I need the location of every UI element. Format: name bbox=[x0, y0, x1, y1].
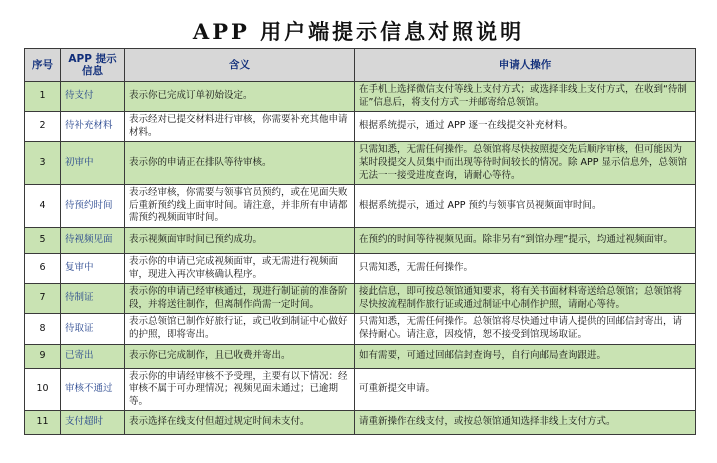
row-num: 10 bbox=[25, 368, 61, 411]
row-status: 支付超时 bbox=[61, 411, 125, 435]
row-num: 4 bbox=[25, 185, 61, 228]
row-action: 只需知悉，无需任何操作。 bbox=[355, 253, 696, 283]
row-action: 只需知悉，无需任何操作。总领馆将尽快按照提交先后顺序审核，但可能因为某时段提交人员集中而出现等待时间较长的情况。除 APP 显示信息外，总领馆无法一一接受进度查询，请耐心等待。 bbox=[355, 142, 696, 185]
table-row bbox=[25, 368, 696, 411]
row-num: 9 bbox=[25, 344, 61, 368]
row-action: 接此信息，即可按总领馆通知要求，将有关书面材料寄送给总领馆；总领馆将尽快按流程制作旅行证或通过制证中心制作护照，请耐心等待。 bbox=[355, 284, 696, 314]
header-action: 申请人操作 bbox=[355, 49, 696, 82]
row-action: 如有需要，可通过回邮信封查询号，自行向邮局查询跟进。 bbox=[355, 344, 696, 368]
row-action: 请重新操作在线支付，或按总领馆通知选择非线上支付方式。 bbox=[355, 411, 696, 435]
table-row bbox=[25, 314, 696, 344]
row-num: 1 bbox=[25, 82, 61, 112]
row-num: 3 bbox=[25, 142, 61, 185]
row-meaning: 表示你的申请经审核不予受理，主要有以下情况：经审核不属于可办理情况；视频见面未通过；已逾期等。 bbox=[125, 368, 355, 411]
row-meaning: 表示经对已提交材料进行审核，你需要补充其他申请材料。 bbox=[125, 112, 355, 142]
row-status: 审核不通过 bbox=[61, 368, 125, 411]
row-status: 待补充材料 bbox=[61, 112, 125, 142]
table-row bbox=[25, 411, 696, 435]
row-num: 6 bbox=[25, 253, 61, 283]
page-title: APP 用户端提示信息对照说明 bbox=[192, 19, 525, 44]
row-action: 在手机上选择微信支付等线上支付方式；或选择非线上支付方式，在收到“待制证”信息后，将支付方式一并邮寄给总领馆。 bbox=[355, 82, 696, 112]
row-meaning: 表示你的申请已经审核通过，现进行制证前的准备阶段，并将送往制作，但离制作尚需一定时间。 bbox=[125, 284, 355, 314]
row-num: 2 bbox=[25, 112, 61, 142]
row-action: 根据系统提示，通过 APP 逐一在线提交补充材料。 bbox=[355, 112, 696, 142]
row-action: 只需知悉，无需任何操作。总领馆将尽快通过申请人提供的回邮信封寄出，请保持耐心。请注意，因疫情，恕不接受到馆现场取证。 bbox=[355, 314, 696, 344]
row-meaning: 表示视频面审时间已预约成功。 bbox=[125, 227, 355, 253]
table-row bbox=[25, 344, 696, 368]
row-meaning: 表示你已完成订单初始设定。 bbox=[125, 82, 355, 112]
row-num: 11 bbox=[25, 411, 61, 435]
table-row bbox=[25, 142, 696, 185]
row-meaning: 表示你的申请已完成视频面审，或无需进行视频面审，现进入再次审核确认程序。 bbox=[125, 253, 355, 283]
row-action: 在预约的时间等待视频见面。除非另有“到馆办理”提示，均通过视频面审。 bbox=[355, 227, 696, 253]
info-table bbox=[24, 48, 696, 435]
row-status: 待预约时间 bbox=[61, 185, 125, 228]
table-row bbox=[25, 253, 696, 283]
table-row bbox=[25, 227, 696, 253]
table-row bbox=[25, 185, 696, 228]
row-status: 待支付 bbox=[61, 82, 125, 112]
row-status: 待制证 bbox=[61, 284, 125, 314]
row-status: 复审中 bbox=[61, 253, 125, 283]
row-action: 可重新提交申请。 bbox=[355, 368, 696, 411]
row-meaning: 表示你已完成制作，且已收费并寄出。 bbox=[125, 344, 355, 368]
row-action: 根据系统提示，通过 APP 预约与领事官员视频面审时间。 bbox=[355, 185, 696, 228]
row-num: 8 bbox=[25, 314, 61, 344]
table-header-row bbox=[25, 49, 696, 82]
row-status: 已寄出 bbox=[61, 344, 125, 368]
row-status: 初审中 bbox=[61, 142, 125, 185]
row-num: 5 bbox=[25, 227, 61, 253]
table-row bbox=[25, 284, 696, 314]
row-status: 待取证 bbox=[61, 314, 125, 344]
table-row bbox=[25, 112, 696, 142]
row-status: 待视频见面 bbox=[61, 227, 125, 253]
row-meaning: 表示经审核，你需要与领事官员预约，或在见面失败后重新预约线上面审时间。请注意，并非所有申请都需预约视频面审时间。 bbox=[125, 185, 355, 228]
header-meaning: 含义 bbox=[125, 49, 355, 82]
row-meaning: 表示选择在线支付但超过规定时间未支付。 bbox=[125, 411, 355, 435]
table-row bbox=[25, 82, 696, 112]
header-num: 序号 bbox=[25, 49, 61, 82]
row-meaning: 表示你的申请正在排队等待审核。 bbox=[125, 142, 355, 185]
header-status: APP 提示信息 bbox=[61, 49, 125, 82]
row-meaning: 表示总领馆已制作好旅行证，或已收到制证中心做好的护照，即将寄出。 bbox=[125, 314, 355, 344]
row-num: 7 bbox=[25, 284, 61, 314]
